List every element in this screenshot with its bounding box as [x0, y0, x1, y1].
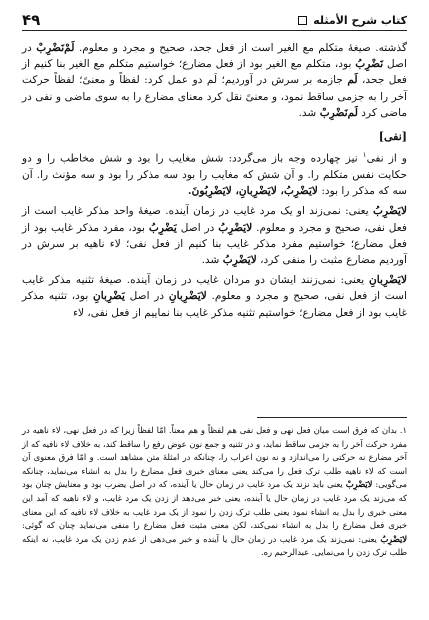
page-header [22, 10, 407, 31]
footnote-divider [257, 417, 407, 418]
text-segment: یعنی باید نزند یک مرد غایب در زمان حال یا آینده، که در اصل یضرب بود و معنایش چنان بود که می‌زند یک مرد غایب در زمان حال یا آینده، یعنی خبر می‌دهد از زدن یک مرد غایب، و لاء ناهیه که آمد این معنی خبری را بدل به انشاء نمود یعنی طلب ترک زدن را نمود از یک مرد غایب به خلاف لاء نافیه که این معنای خبری فعل مضارع را بدل به انشاء نمی‌کند، لکن معنی مثبت فعل مضارع را منفی می‌نماید چنان که گوئی: [22, 479, 407, 531]
arabic-word: لَم‌نَضْرِبْ [319, 106, 358, 119]
footnote-text [22, 424, 407, 560]
book-title: کتاب شرح الأمثله [313, 13, 407, 27]
arabic-word: لایَضْرِبُ [218, 221, 253, 234]
arabic-word: لایَضْرِبْ [345, 479, 373, 490]
arabic-word: لایَضْرِبانِ [369, 274, 407, 287]
text-segment: بود، متکلم مع الغیر بود از فعل مضارع؛ خواستیم متکلم مع الغیر بنا کنیم از فعل جحد، [22, 58, 407, 87]
text-segment: یعنی: نمی‌زند او یک مرد غایب در زمان آینده. صیغهٔ واحد مذکر غایب است از فعل نفی، صحیح و مجرد و معلوم. [22, 205, 407, 234]
text-segment: شد. [298, 106, 317, 119]
paragraph-nafy-intro [22, 147, 407, 199]
text-segment: بود، مفرد مذکر غایب بود از فعل مضارع؛ خواستیم مفرد مذکر غایب بنا کنیم از فعل نفی؛ لاء ناهیه بر سرش در آوردیم مضارع مثبت را منفی کرد، [22, 221, 407, 266]
footnote [22, 424, 407, 560]
paragraph-la-yazribani [22, 272, 407, 321]
arabic-word: لایَضْرِبُ [373, 205, 407, 218]
section-heading: [نفی] [378, 130, 407, 144]
running-title [298, 14, 407, 27]
text-segment: گذشته. صیغهٔ متکلم مع الغیر است از فعل جحد، صحیح و مجرد و معلوم. [78, 42, 407, 54]
text-segment: یعنی: نمی‌زنند ایشان دو مردان غایب در زمان آینده. صیغهٔ تثنیه مذکر غایب است از فعل نفی، صحیح و مجرد و معلوم. [22, 274, 407, 303]
text-segment: یعنی: نمی‌زند یک مرد غایب در زمان حال یا آینده و خبر می‌دهی از عدم زدن یک مرد غایب، نه اینکه طلب ترک زدن را می‌نمایی. عبدالرحیم ره. [22, 533, 407, 558]
paragraph-la-yazribu [22, 203, 407, 268]
text-segment: در اصل [180, 221, 215, 234]
paragraph-lam-nazrib [22, 40, 407, 121]
arabic-word: یَضْرِبُ [148, 221, 177, 234]
text-segment: و از نفی [366, 152, 407, 165]
main-text [22, 40, 407, 325]
text-segment: در اصل [22, 42, 407, 71]
arabic-word: لَم [347, 74, 358, 87]
footnote-reference: ۱ [362, 151, 367, 160]
text-segment: در اصل [129, 290, 165, 303]
arabic-word: لایَضْرِبُ [222, 253, 257, 266]
text-segment: نیز چهارده وجه باز می‌گردد: شش مغایب را بود و شش مخاطب را و دو حکایت نفس متکلم را. و آن شش که مغایب را بود سه مذکر را بود و سه مؤنث را. آن سه که مذکر را بود: [22, 152, 407, 198]
text-segment: ۱. بدان که فرق است میان فعل نهی و فعل نفی هم لفظاً و هم معناً. امّا لفظاً زیرا که در فعل نهی، لاء ناهیه در مفرد حرکت آخر را به جزمی ساقط نماید، و در تثنیه و جمع نون عوض رفع را ساقط کند، به خلاف لاء نافیه که از آخر مضارع نه حرکتی را می‌اندازد و نه نون اعراب را، چنانکه در امثلهٔ متن مشاهد است. و امّا فرق معنوی آن است که لاء ناهیه طلب ترک فعل را می‌کند یعنی معنای خبری فعل مضارع را بدل به انشاء می‌نماید، چنانکه می‌گویی: [22, 425, 407, 490]
text-segment: جازمه بر سرش در آوردیم؛ لَم دو عمل کرد: لفظاً و معنیً؛ لفظاً حرکت آخر را به جزمی ساقط نمود، و معنیً نقل کرد معنای مضارع را به سوی ماضی و نفی در ماضی کرد [22, 74, 407, 119]
text-segment: بود، تثنیه مذکر غایب بود از فعل مضارع؛ خواستیم تثنیه مذکر غایب بنا نماییم از فعل نفی، لاء [22, 290, 407, 319]
arabic-word: لایَضْرِبانِ [168, 290, 207, 303]
square-ornament-icon [298, 16, 307, 25]
arabic-word: نَضْرِبُ [355, 58, 384, 71]
text-segment: شد. [201, 253, 220, 266]
arabic-word: لَمْ‌نَضْرِبْ [36, 42, 75, 54]
arabic-word: یَضْرِبانِ [93, 290, 125, 303]
arabic-word: لایَضْرِبُ [380, 533, 407, 544]
arabic-word: لایَضْرِبُ، لایَضْرِبانِ، لایَضْرِبُونَ. [187, 185, 318, 198]
page-number: ۴۹ [22, 11, 41, 29]
